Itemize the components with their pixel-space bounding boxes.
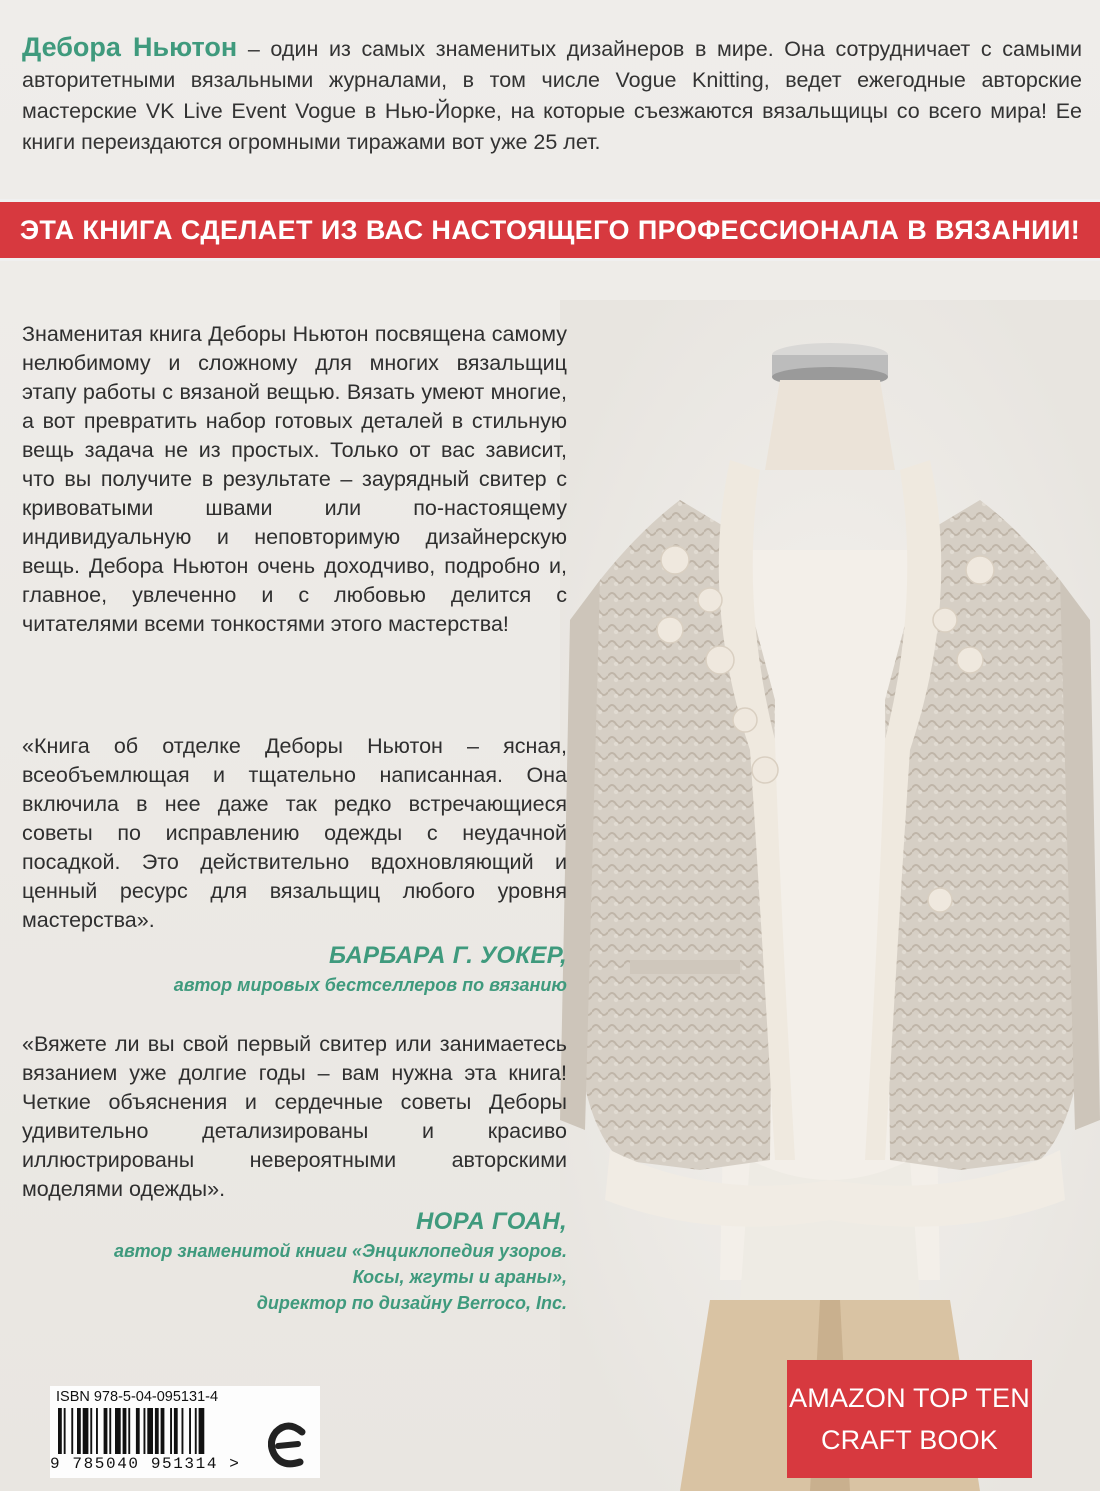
review-author-role: директор по дизайну Berroco, Inc. [256, 1293, 567, 1313]
author-intro-text: – один из самых знаменитых дизайнеров в мире. Она сотрудничает с самыми авторитетными вязальными журналами, в том числе Vogue Knitting, ведет ежегодные авторские мастерские VK Live Event Vogue в Нью-Йорке, на которые съезжаются вязальщицы со всего мира! Ее книги переиздаются огромными тиражами вот уже 25 лет. [22, 37, 1082, 154]
review-quote-1: «Книга об отделке Деборы Ньютон – ясная, всеобъемлющая и тщательно написанная. Она включила в нее даже так редко встречающиеся советы по исправлению одежды с неудачной посадкой. Это действительно вдохновляющий и ценный ресурс для вязальщиц любого уровня мастерства». [22, 734, 567, 932]
amazon-top-ten-badge [787, 1360, 1032, 1478]
review-author-role: Косы, жгуты и араны», [352, 1267, 567, 1287]
isbn-number: ISBN 978-5-04-095131-4 [56, 1389, 219, 1405]
headline-banner-text: ЭТА КНИГА СДЕЛАЕТ ИЗ ВАС НАСТОЯЩЕГО ПРОФЕССИОНАЛА В ВЯЗАНИИ! [19, 214, 1081, 245]
review-author-role: автор мировых бестселлеров по вязанию [173, 975, 567, 995]
review-quote-2: «Вяжете ли вы свой первый свитер или занимаетесь вязанием уже долгие годы – вам нужна эта книга! Четкие объяснения и сердечные советы Деборы удивительно детализированы и красиво иллюстрированы невероятными авторскими моделями одежды». [22, 1032, 567, 1201]
review-author-2: НОРА ГОАН, [416, 1208, 567, 1235]
review-attribution-1 [22, 940, 567, 998]
author-intro [22, 32, 1082, 158]
badge-line-2: CRAFT BOOK [820, 1425, 999, 1455]
review-author-1: БАРБАРА Г. УОКЕР, [328, 942, 567, 969]
eksmo-e-logo-icon [268, 1422, 308, 1470]
review-attribution-2 [22, 1206, 567, 1316]
headline-banner [0, 199, 1100, 261]
book-description: Знаменитая книга Деборы Ньютон посвящена самому нелюбимому и сложному для многих вязальщиц этапу работы с вязаной вещью. Вязать умеют многие, а вот превратить набор готовых деталей в стильную вещь задача не из простых. Только от вас зависит, что вы получите в результате – заурядный свитер с кривоватыми швами или по-настоящему индивидуальную и неповторимую дизайнерскую вещь. Дебора Ньютон очень доходчиво, подробно и, главное, увлеченно и с любовью делится с читателями всеми тонкостями этого мастерства! [22, 322, 567, 636]
author-name: Дебора Ньютон [22, 32, 238, 62]
badge-line-1: AMAZON TOP TEN [789, 1383, 1030, 1413]
review-author-role: автор знаменитой книги «Энциклопедия узоров. [114, 1241, 567, 1261]
barcode-digits: 9 785040 951314 > [50, 1455, 241, 1473]
cardigan-photo-icon [560, 300, 1100, 1491]
